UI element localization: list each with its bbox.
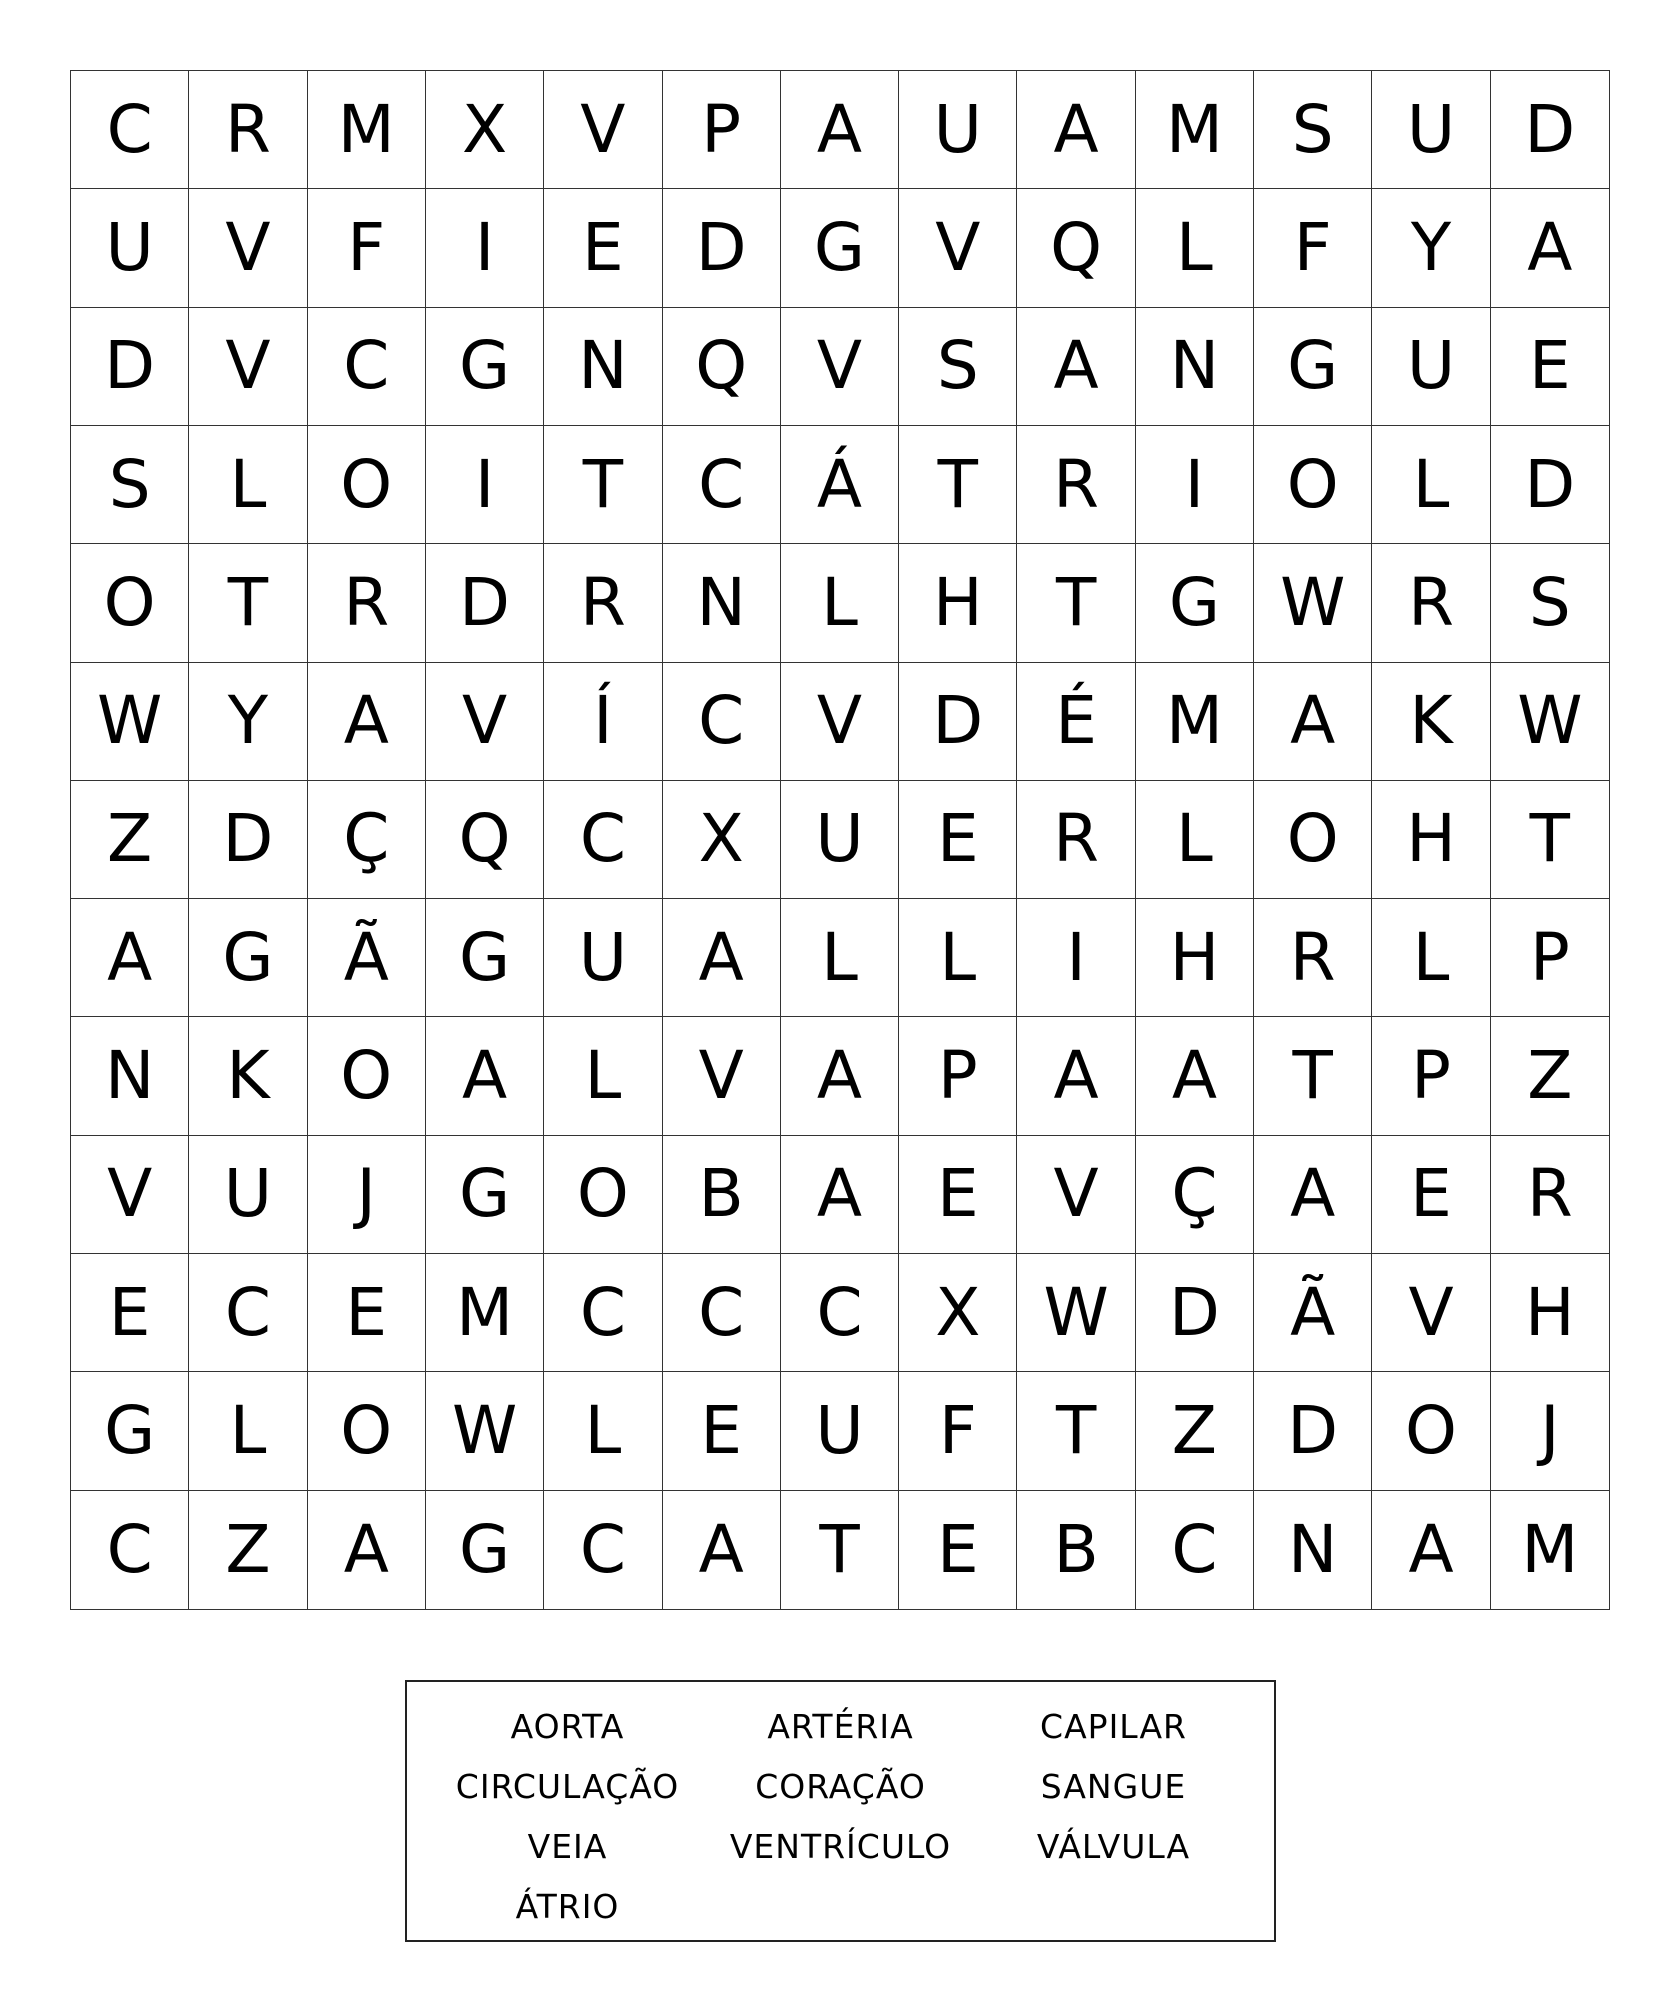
grid-cell[interactable]: O (1254, 781, 1372, 899)
grid-cell[interactable]: C (544, 781, 662, 899)
grid-cell[interactable]: Y (189, 663, 307, 781)
grid-cell[interactable]: E (899, 781, 1017, 899)
grid-cell[interactable]: D (189, 781, 307, 899)
grid-cell[interactable]: P (899, 1017, 1017, 1135)
grid-cell[interactable]: W (1017, 1254, 1135, 1372)
grid-cell[interactable]: U (1372, 71, 1490, 189)
word-search-grid (70, 70, 1610, 1610)
grid-cell[interactable]: L (781, 899, 899, 1017)
grid-cell[interactable]: A (1254, 663, 1372, 781)
word-list-item: VEIA (527, 1826, 608, 1866)
grid-cell[interactable]: C (1136, 1491, 1254, 1609)
grid-cell[interactable]: V (1017, 1136, 1135, 1254)
grid-cell[interactable]: R (544, 544, 662, 662)
grid-cell[interactable]: Ã (1254, 1254, 1372, 1372)
grid-cell[interactable]: G (1136, 544, 1254, 662)
word-list-item: VENTRÍCULO (729, 1826, 952, 1866)
grid-cell[interactable]: V (663, 1017, 781, 1135)
grid-cell[interactable]: G (189, 899, 307, 1017)
grid-cell[interactable]: Q (663, 308, 781, 426)
grid-cell[interactable]: C (544, 1491, 662, 1609)
grid-cell[interactable]: A (663, 1491, 781, 1609)
grid-cell[interactable]: G (426, 1491, 544, 1609)
grid-cell[interactable]: A (781, 71, 899, 189)
grid-cell[interactable]: O (1254, 426, 1372, 544)
grid-cell[interactable]: N (1136, 308, 1254, 426)
grid-cell[interactable]: U (781, 1372, 899, 1490)
grid-cell[interactable]: A (426, 1017, 544, 1135)
grid-cell[interactable]: V (71, 1136, 189, 1254)
grid-cell[interactable]: C (308, 308, 426, 426)
grid-cell[interactable]: T (1254, 1017, 1372, 1135)
word-list-item: ÁTRIO (515, 1886, 620, 1926)
grid-cell[interactable]: Í (544, 663, 662, 781)
grid-cell[interactable]: J (308, 1136, 426, 1254)
grid-cell[interactable]: E (308, 1254, 426, 1372)
grid-cell[interactable]: M (308, 71, 426, 189)
grid-cell[interactable]: E (1372, 1136, 1490, 1254)
grid-cell[interactable]: Z (71, 781, 189, 899)
grid-cell[interactable]: G (426, 1136, 544, 1254)
grid-cell[interactable]: L (1136, 781, 1254, 899)
grid-cell[interactable]: C (663, 663, 781, 781)
grid-cell[interactable]: E (1491, 308, 1609, 426)
grid-cell[interactable]: V (1372, 1254, 1490, 1372)
grid-cell[interactable]: L (189, 1372, 307, 1490)
grid-cell[interactable]: M (1136, 71, 1254, 189)
grid-cell[interactable]: Y (1372, 189, 1490, 307)
word-list-item: SANGUE (1040, 1766, 1187, 1806)
grid-cell[interactable]: O (1372, 1372, 1490, 1490)
grid-cell[interactable]: V (544, 71, 662, 189)
grid-cell[interactable]: D (426, 544, 544, 662)
grid-cell[interactable]: V (189, 189, 307, 307)
grid-cell[interactable]: O (308, 426, 426, 544)
grid-cell[interactable]: O (544, 1136, 662, 1254)
grid-cell[interactable]: L (1372, 899, 1490, 1017)
grid-cell[interactable]: L (1372, 426, 1490, 544)
word-list-item: AORTA (510, 1706, 625, 1746)
grid-cell[interactable]: B (663, 1136, 781, 1254)
grid-cell[interactable]: A (308, 663, 426, 781)
grid-cell[interactable]: T (899, 426, 1017, 544)
grid-cell[interactable]: C (544, 1254, 662, 1372)
word-list-item: VÁLVULA (1036, 1826, 1191, 1866)
grid-cell[interactable]: A (1491, 189, 1609, 307)
grid-cell[interactable]: M (1136, 663, 1254, 781)
grid-cell[interactable]: E (663, 1372, 781, 1490)
grid-cell[interactable]: A (1017, 308, 1135, 426)
grid-cell[interactable]: Z (1136, 1372, 1254, 1490)
grid-cell[interactable]: E (544, 189, 662, 307)
grid-cell[interactable]: C (663, 1254, 781, 1372)
grid-cell[interactable]: F (899, 1372, 1017, 1490)
grid-cell[interactable]: T (1491, 781, 1609, 899)
grid-cell[interactable]: L (544, 1372, 662, 1490)
grid-cell[interactable]: H (1491, 1254, 1609, 1372)
grid-cell[interactable]: Z (1491, 1017, 1609, 1135)
grid-cell[interactable]: R (1254, 899, 1372, 1017)
grid-cell[interactable]: A (781, 1136, 899, 1254)
grid-cell[interactable]: L (899, 899, 1017, 1017)
grid-cell[interactable]: I (426, 426, 544, 544)
grid-cell[interactable]: D (899, 663, 1017, 781)
grid-cell[interactable]: S (71, 426, 189, 544)
grid-cell[interactable]: A (1017, 1017, 1135, 1135)
word-list-item: ARTÉRIA (767, 1706, 914, 1746)
grid-cell[interactable]: A (308, 1491, 426, 1609)
grid-cell[interactable]: D (71, 308, 189, 426)
grid-cell[interactable]: N (71, 1017, 189, 1135)
grid-cell[interactable]: O (71, 544, 189, 662)
grid-cell[interactable]: G (71, 1372, 189, 1490)
grid-cell[interactable]: T (1017, 1372, 1135, 1490)
grid-cell[interactable]: V (781, 308, 899, 426)
grid-cell[interactable]: S (899, 308, 1017, 426)
grid-cell[interactable]: U (189, 1136, 307, 1254)
grid-cell[interactable]: S (1491, 544, 1609, 662)
grid-cell[interactable]: V (899, 189, 1017, 307)
grid-cell[interactable]: E (71, 1254, 189, 1372)
grid-cell[interactable]: G (426, 899, 544, 1017)
word-list-item: CIRCULAÇÃO (455, 1766, 680, 1806)
grid-cell[interactable]: G (781, 189, 899, 307)
grid-cell[interactable]: C (71, 71, 189, 189)
word-list-box (405, 1680, 1276, 1942)
grid-cell[interactable]: R (1017, 426, 1135, 544)
grid-cell[interactable]: F (308, 189, 426, 307)
grid-cell[interactable]: A (71, 899, 189, 1017)
grid-cell[interactable]: M (426, 1254, 544, 1372)
grid-cell[interactable]: R (1017, 781, 1135, 899)
grid-cell[interactable]: V (781, 663, 899, 781)
grid-cell[interactable]: H (1372, 781, 1490, 899)
grid-cell[interactable]: U (544, 899, 662, 1017)
grid-cell[interactable]: O (308, 1017, 426, 1135)
grid-cell[interactable]: G (426, 308, 544, 426)
grid-cell[interactable]: N (663, 544, 781, 662)
grid-cell[interactable]: R (1491, 1136, 1609, 1254)
word-list-item: CORAÇÃO (755, 1766, 926, 1806)
grid-cell[interactable]: P (1491, 899, 1609, 1017)
grid-cell[interactable]: I (1017, 899, 1135, 1017)
grid-cell[interactable]: É (1017, 663, 1135, 781)
grid-cell[interactable]: H (899, 544, 1017, 662)
grid-cell[interactable]: D (1136, 1254, 1254, 1372)
grid-cell[interactable]: J (1491, 1372, 1609, 1490)
grid-cell[interactable]: V (189, 308, 307, 426)
grid-cell[interactable]: R (1372, 544, 1490, 662)
grid-cell[interactable]: Q (426, 781, 544, 899)
grid-cell[interactable]: D (1491, 71, 1609, 189)
grid-cell[interactable]: B (1017, 1491, 1135, 1609)
grid-cell[interactable]: U (71, 189, 189, 307)
grid-cell[interactable]: Ç (1136, 1136, 1254, 1254)
grid-cell[interactable]: L (189, 426, 307, 544)
grid-cell[interactable]: W (1491, 663, 1609, 781)
grid-cell[interactable]: V (426, 663, 544, 781)
grid-cell[interactable]: G (1254, 308, 1372, 426)
grid-cell[interactable]: W (1254, 544, 1372, 662)
grid-cell[interactable]: K (189, 1017, 307, 1135)
grid-cell[interactable]: A (1017, 71, 1135, 189)
grid-cell[interactable]: Ã (308, 899, 426, 1017)
grid-cell[interactable]: X (663, 781, 781, 899)
grid-cell[interactable]: L (781, 544, 899, 662)
grid-cell[interactable]: C (189, 1254, 307, 1372)
grid-cell[interactable]: O (308, 1372, 426, 1490)
grid-cell[interactable]: N (1254, 1491, 1372, 1609)
grid-cell[interactable]: A (663, 899, 781, 1017)
word-list-item: CAPILAR (1040, 1706, 1187, 1746)
grid-cell[interactable]: A (781, 1017, 899, 1135)
grid-cell[interactable]: U (899, 71, 1017, 189)
grid-cell[interactable]: E (899, 1491, 1017, 1609)
grid-cell[interactable]: T (189, 544, 307, 662)
grid-cell[interactable]: E (899, 1136, 1017, 1254)
grid-cell[interactable]: Q (1017, 189, 1135, 307)
grid-cell[interactable]: L (544, 1017, 662, 1135)
grid-cell[interactable]: I (426, 189, 544, 307)
grid-cell[interactable]: L (1136, 189, 1254, 307)
grid-cell[interactable]: C (781, 1254, 899, 1372)
grid-cell[interactable]: D (663, 189, 781, 307)
grid-cell[interactable]: N (544, 308, 662, 426)
grid-cell[interactable]: D (1491, 426, 1609, 544)
grid-cell[interactable]: Ç (308, 781, 426, 899)
grid-cell[interactable]: T (1017, 544, 1135, 662)
grid-cell[interactable]: W (426, 1372, 544, 1490)
grid-cell[interactable]: X (426, 71, 544, 189)
grid-cell[interactable]: S (1254, 71, 1372, 189)
grid-cell[interactable]: X (899, 1254, 1017, 1372)
grid-cell[interactable]: A (1254, 1136, 1372, 1254)
grid-cell[interactable]: I (1136, 426, 1254, 544)
grid-cell[interactable]: C (71, 1491, 189, 1609)
grid-cell[interactable]: F (1254, 189, 1372, 307)
grid-cell[interactable]: R (308, 544, 426, 662)
grid-cell[interactable]: U (1372, 308, 1490, 426)
grid-cell[interactable]: Á (781, 426, 899, 544)
grid-cell[interactable]: T (544, 426, 662, 544)
grid-cell[interactable]: K (1372, 663, 1490, 781)
grid-cell[interactable]: P (663, 71, 781, 189)
grid-cell[interactable]: Z (189, 1491, 307, 1609)
grid-cell[interactable]: D (1254, 1372, 1372, 1490)
grid-cell[interactable]: W (71, 663, 189, 781)
grid-cell[interactable]: P (1372, 1017, 1490, 1135)
grid-cell[interactable]: H (1136, 899, 1254, 1017)
grid-cell[interactable]: M (1521, 1510, 1579, 1588)
grid-cell[interactable]: A (1372, 1491, 1490, 1609)
grid-cell[interactable]: C (663, 426, 781, 544)
grid-cell[interactable]: T (781, 1491, 899, 1609)
grid-cell[interactable]: U (781, 781, 899, 899)
grid-cell[interactable]: R (189, 71, 307, 189)
grid-cell[interactable]: A (1136, 1017, 1254, 1135)
